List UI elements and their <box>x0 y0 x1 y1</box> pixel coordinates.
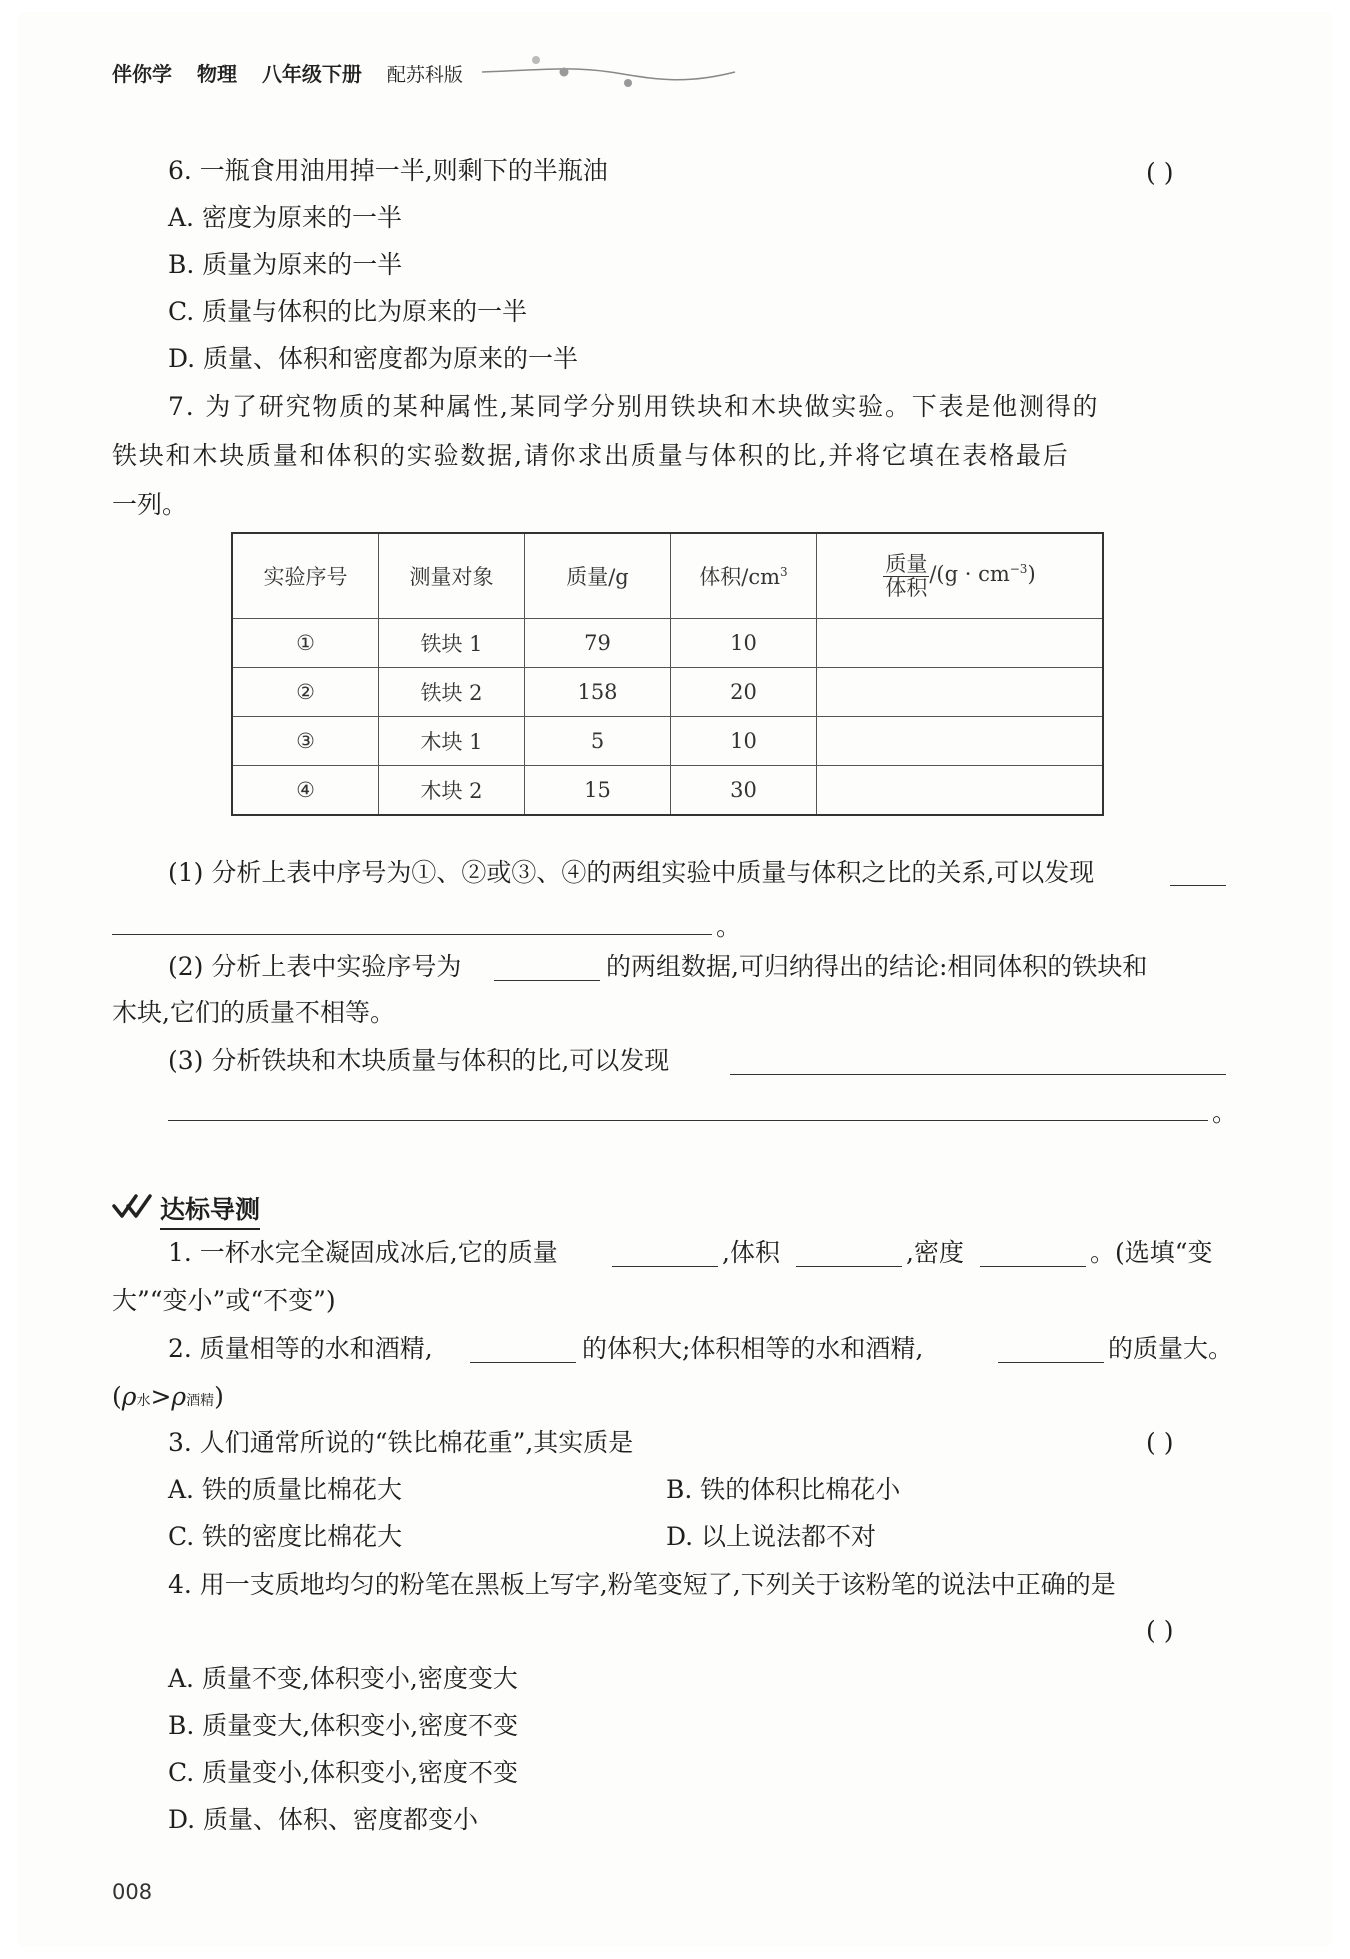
t3-option-c: C. 铁的密度比棉花大 <box>168 1522 403 1551</box>
t1-blank-density[interactable] <box>980 1266 1086 1267</box>
t3-option-b: B. 铁的体积比棉花小 <box>666 1475 901 1504</box>
cell-trial: ② <box>232 668 379 717</box>
q7-sub1-end: 。 <box>716 912 742 941</box>
t3-stem: 3. 人们通常所说的“铁比棉花重”,其实质是 <box>168 1428 634 1457</box>
q7-sub3-blank-b[interactable] <box>168 1120 1208 1121</box>
q7-sub2-blank[interactable] <box>494 980 600 981</box>
col-header-mass: 质量/g <box>525 533 671 619</box>
t1-text-a: 1. 一杯水完全凝固成冰后,它的质量 <box>168 1238 558 1267</box>
cell-trial: ③ <box>232 717 379 766</box>
table-row <box>232 668 1103 717</box>
q6-option-a: A. 密度为原来的一半 <box>168 203 402 232</box>
cell-volume: 10 <box>671 619 817 668</box>
table-row <box>232 717 1103 766</box>
t2-text-b: 的体积大;体积相等的水和酒精, <box>582 1334 924 1363</box>
q7-sub3-end: 。 <box>1212 1098 1238 1127</box>
cell-object: 铁块 2 <box>379 668 525 717</box>
t2-text-c: 的质量大。 <box>1108 1334 1234 1363</box>
q7-line1: 7. 为了研究物质的某种属性,某同学分别用铁块和木块做实验。下表是他测得的 <box>168 392 1100 421</box>
q7-line2: 铁块和木块质量和体积的实验数据,请你求出质量与体积的比,并将它填在表格最后 <box>112 441 1070 470</box>
q7-sub3-text: (3) 分析铁块和木块质量与体积的比,可以发现 <box>168 1046 670 1075</box>
q7-sub1-blank-a[interactable] <box>1170 885 1226 886</box>
subject: 物理 <box>196 62 237 86</box>
data-table <box>231 532 1104 816</box>
cell-ratio-blank[interactable] <box>817 717 1104 766</box>
t3-option-a: A. 铁的质量比棉花大 <box>168 1475 402 1504</box>
col-header-object: 测量对象 <box>379 533 525 619</box>
cell-mass: 79 <box>525 619 671 668</box>
t4-answer-paren[interactable]: ( ) <box>1146 1616 1174 1645</box>
t1-text-c: ,密度 <box>906 1238 964 1267</box>
t1-text-b: ,体积 <box>722 1238 780 1267</box>
cell-object: 铁块 1 <box>379 619 525 668</box>
table-row <box>232 619 1103 668</box>
t2-blank-1[interactable] <box>470 1362 576 1363</box>
t2-text-a: 2. 质量相等的水和酒精, <box>168 1334 433 1363</box>
col-header-ratio: $\frac{\text{质量}}{\text{体积}}$ $/(g \cdot cm^{-3})$ <box>817 533 1104 619</box>
cell-mass: 5 <box>525 717 671 766</box>
t4-option-b: B. 质量变大,体积变小,密度不变 <box>168 1711 519 1740</box>
t1-text-d: 。(选填“变 <box>1090 1238 1213 1267</box>
q7-sub2-text-a: (2) 分析上表中实验序号为 <box>168 952 462 981</box>
edition: 配苏科版 <box>386 64 463 86</box>
q6-answer-paren[interactable]: ( ) <box>1146 158 1174 187</box>
cell-volume: 10 <box>671 717 817 766</box>
q6-stem: 6. 一瓶食用油用掉一半,则剩下的半瓶油 <box>168 156 608 185</box>
grade: 八年级下册 <box>261 62 362 86</box>
q6-option-c: C. 质量与体积的比为原来的一半 <box>168 297 528 326</box>
cell-trial: ④ <box>232 766 379 816</box>
cell-mass: 15 <box>525 766 671 816</box>
cell-ratio-blank[interactable] <box>817 619 1104 668</box>
t3-answer-paren[interactable]: ( ) <box>1146 1428 1174 1457</box>
q7-sub2-text-c: 木块,它们的质量不相等。 <box>112 998 395 1027</box>
table-row <box>232 766 1103 816</box>
page-number: 008 <box>112 1880 153 1904</box>
cell-ratio-blank[interactable] <box>817 668 1104 717</box>
q7-sub2-text-b: 的两组数据,可归纳得出的结论:相同体积的铁块和 <box>606 952 1148 981</box>
cell-volume: 20 <box>671 668 817 717</box>
t2-density-note: (ρ水>ρ酒精) <box>112 1382 224 1411</box>
t4-option-a: A. 质量不变,体积变小,密度变大 <box>168 1664 518 1693</box>
col-header-volume: 体积$/cm^3$ <box>671 533 817 619</box>
cell-object: 木块 2 <box>379 766 525 816</box>
t4-stem: 4. 用一支质地均匀的粉笔在黑板上写字,粉笔变短了,下列关于该粉笔的说法中正确的是 <box>168 1570 1116 1599</box>
page-header <box>112 58 481 87</box>
t1-line2: 大”“变小”或“不变”) <box>112 1286 336 1315</box>
q7-line3: 一列。 <box>112 490 188 519</box>
t2-blank-2[interactable] <box>998 1362 1104 1363</box>
ratio-fraction: $\frac{\text{质量}}{\text{体积}}$ <box>885 552 928 600</box>
q6-option-d: D. 质量、体积和密度都为原来的一半 <box>168 344 579 373</box>
brand: 伴你学 <box>112 62 172 86</box>
cell-volume: 30 <box>671 766 817 816</box>
col-header-trial: 实验序号 <box>232 533 379 619</box>
check-icon <box>112 1190 154 1222</box>
cell-mass: 158 <box>525 668 671 717</box>
section-title: 达标导测 <box>160 1190 260 1230</box>
t4-option-c: C. 质量变小,体积变小,密度不变 <box>168 1758 519 1787</box>
cell-object: 木块 1 <box>379 717 525 766</box>
table-header-row <box>232 533 1103 619</box>
t1-blank-mass[interactable] <box>612 1266 718 1267</box>
t1-blank-volume[interactable] <box>796 1266 902 1267</box>
t4-option-d: D. 质量、体积、密度都变小 <box>168 1805 479 1834</box>
cell-trial: ① <box>232 619 379 668</box>
q7-sub1-blank-b[interactable] <box>112 934 712 935</box>
q7-sub3-blank-a[interactable] <box>730 1074 1226 1075</box>
q6-option-b: B. 质量为原来的一半 <box>168 250 403 279</box>
cell-ratio-blank[interactable] <box>817 766 1104 816</box>
header-decoration-icon <box>480 50 740 94</box>
q7-sub1-text: (1) 分析上表中序号为①、②或③、④的两组实验中质量与体积之比的关系,可以发现 <box>168 858 1095 887</box>
t3-option-d: D. 以上说法都不对 <box>666 1522 877 1551</box>
